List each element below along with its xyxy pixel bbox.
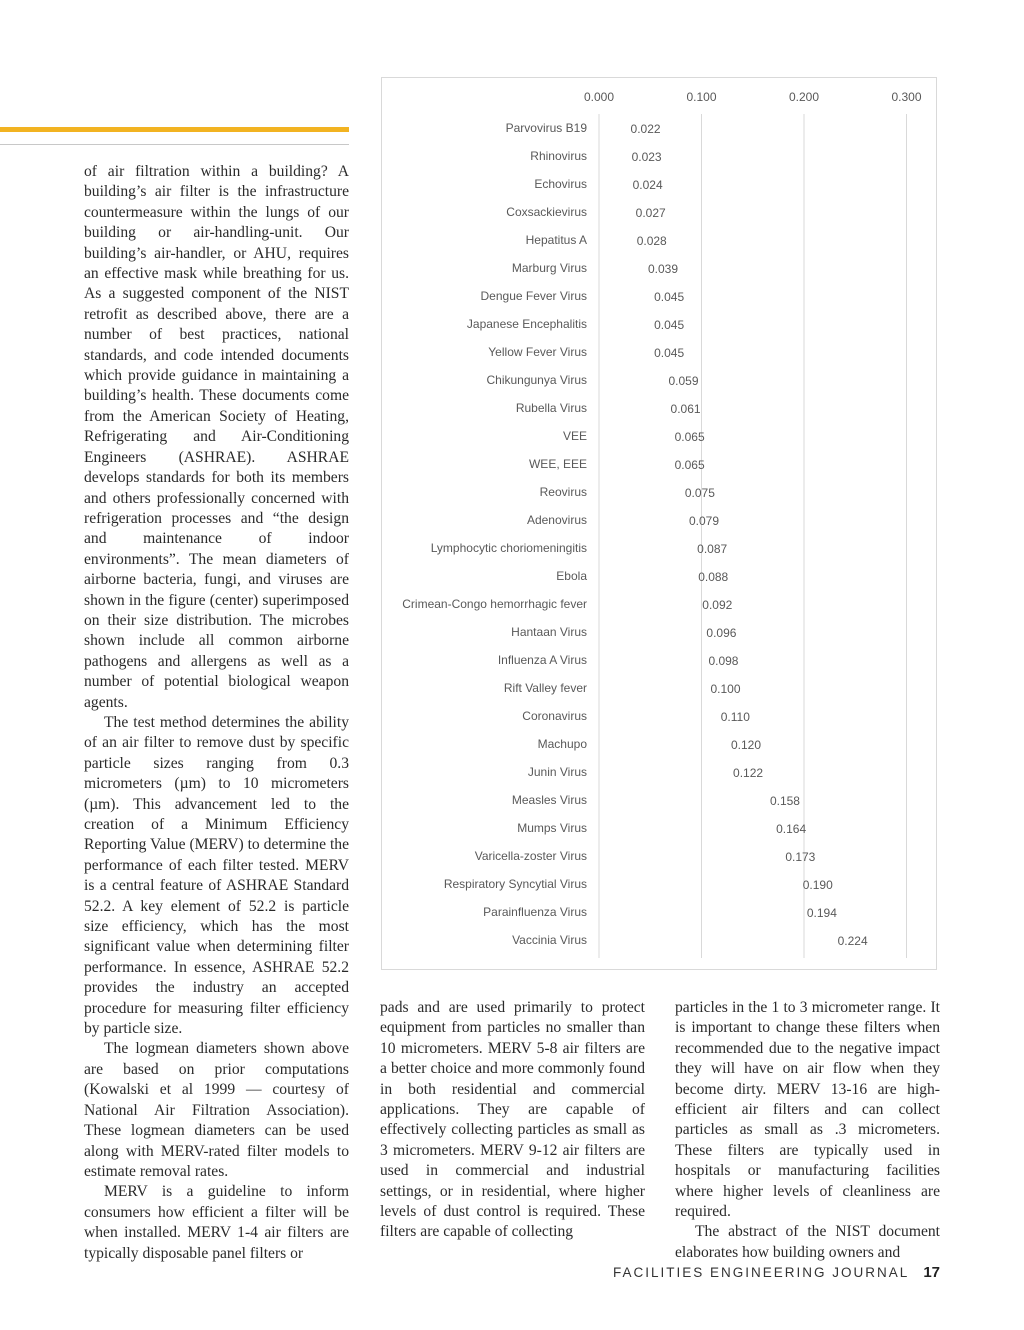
paragraph: The test method determines the ability of an air filter to remove dust by specific particle sizes ranging from 0.3 micrometers (µm) to 10 micrometers (µm). This advancement led to the creation of a Minimum Efficiency Reporting Value (MERV) to determine the performance of each filter tested. MERV is a central feature of ASHRAE Standard 52.2. A key element of 52.2 is particle size efficiency, which has the most significant value when determining filter performance. In essence, ASHRAE 52.2 provides the industry an accepted procedure for measuring filter efficiency by particle size. [84,713,349,1038]
bar [599,427,666,445]
bar [599,679,702,697]
tick-label: 0.300 [891,90,922,104]
data-label: 0.092 [702,598,733,612]
bar [599,175,624,193]
category-label: WEE, EEE [528,457,587,471]
bar [599,455,666,473]
bar [599,651,699,669]
paragraph: MERV is a guideline to inform consumers how efficient a filter will be when installed. MERV 1-4 air filters are typically disposable panel filters or [84,1183,349,1262]
data-label: 0.164 [776,822,807,836]
category-label: Rubella Virus [515,401,587,415]
data-label: 0.022 [630,122,661,136]
category-label: Measles Virus [511,793,587,807]
bar [599,119,622,137]
accent-bar [0,127,349,132]
category-label: Crimean-Congo hemorrhagic fever [402,597,587,611]
bar [599,819,767,837]
bar [599,539,688,557]
category-label: Adenovirus [526,513,587,527]
bar [599,231,628,249]
bar [599,343,645,361]
paragraph: The abstract of the NIST document elaborates how building owners and [675,1223,940,1261]
category-label: Lymphocytic choriomeningitis [430,541,587,555]
category-label: Vaccinia Virus [512,933,587,947]
category-label: Parvovirus B19 [505,121,587,135]
category-label: Yellow Fever Virus [488,345,587,359]
bar [599,875,794,893]
page-number: 17 [923,1264,940,1281]
data-label: 0.173 [785,850,816,864]
category-label: Chikungunya Virus [486,373,587,387]
data-label: 0.027 [635,206,666,220]
category-label: Junin Virus [527,765,587,779]
category-label: Dengue Fever Virus [480,289,587,303]
category-label: Influenza A Virus [497,653,587,667]
paragraph: of air filtration within a building? A building’s air filter is the infrastructure countermeasure within the lungs of our building or air-handling-unit. Our building’s air-handler, or AHU, requires an effective mask while breathing for us. As a suggested component of the NIST retrofit as described above, there are a number of best practices, national standards, and code intended documents which provide guidance in maintaining a building’s health. These documents come from the American Society of Heating, Refrigerating and Air-Conditioning Engineers (ASHRAE). ASHRAE develops standards for both its members and others professionally concerned with refrigeration processes and “the design and maintenance of indoor environments”. The mean diameters of airborne bacteria, fungi, and viruses are shown in the figure (center) superimposed on their size distribution. The microbes shown include all common airborne pathogens and allergens as well as a number of potential biological weapon agents. [84,163,349,711]
bar [599,147,623,165]
virus-size-chart [381,77,937,970]
bar [599,511,680,529]
bar [599,847,776,865]
text-column-middle [380,998,645,1243]
data-label: 0.088 [698,570,729,584]
tick-label: 0.200 [788,90,820,104]
data-label: 0.028 [636,234,667,248]
bar [599,735,722,753]
category-label: Marburg Virus [511,261,587,275]
category-label: Japanese Encephalitis [466,317,587,331]
bar [599,259,639,277]
data-label: 0.096 [706,626,737,640]
bar [599,483,676,501]
data-label: 0.098 [708,654,739,668]
bar [599,567,689,585]
category-label: Rift Valley fever [503,681,587,695]
bar [599,931,829,949]
bar [599,203,627,221]
bar [599,287,645,305]
data-label: 0.087 [697,542,728,556]
bar [599,399,662,417]
tick-label: 0.000 [583,90,615,104]
data-label: 0.023 [631,150,662,164]
paragraph: particles in the 1 to 3 micrometer range. It is important to change these filters when recommended due to the negative impact they will have on air flow when they become dirty. MERV 13-16 are high-efficient air filters and can collect particles as small as .3 micrometers. These filters are typically used in hospitals or manufacturing facilities where higher levels of cleanliness are required. [675,999,940,1221]
bar [599,763,724,781]
data-label: 0.194 [806,906,837,920]
data-label: 0.100 [710,682,741,696]
journal-name: FACILITIES ENGINEERING JOURNAL [613,1265,910,1280]
data-label: 0.045 [654,290,685,304]
data-label: 0.158 [769,794,800,808]
category-label: Echovirus [534,177,587,191]
bar [599,595,693,613]
bar [599,371,659,389]
data-label: 0.110 [720,710,750,724]
data-label: 0.039 [647,262,679,276]
category-label: Parainfluenza Virus [483,905,587,919]
category-label: Mumps Virus [517,821,587,835]
data-label: 0.079 [688,514,720,528]
paragraph: pads and are used primarily to protect equipment from particles no smaller than 10 micrometers. MERV 5-8 air filters are a better choice and more commonly found in both residential and commercial applications. They are capable of effectively collecting particles as small as 3 micrometers. MERV 9-12 air filters are used in commercial and industrial settings, or in residential, where higher levels of dust control is required. These filters are capable of collecting [380,999,645,1241]
bar [599,623,697,641]
chart-canvas [382,78,938,971]
data-label: 0.045 [654,318,685,332]
divider-rule [0,144,349,145]
bar [599,315,645,333]
data-label: 0.190 [802,878,833,892]
category-label: Respiratory Syncytial Virus [443,877,587,891]
data-label: 0.045 [654,346,685,360]
data-label: 0.024 [632,178,663,192]
data-label: 0.120 [731,738,762,752]
data-label: 0.065 [674,458,705,472]
data-label: 0.065 [674,430,705,444]
category-label: Varicella-zoster Virus [474,849,587,863]
bar [599,791,761,809]
category-label: Rhinovirus [530,149,587,163]
text-column-right [675,998,940,1263]
bar [599,707,712,725]
category-label: VEE [562,429,587,443]
category-label: Hepatitus A [525,233,587,247]
page-footer [613,1264,940,1281]
data-label: 0.061 [670,402,701,416]
category-label: Coxsackievirus [506,205,587,219]
category-label: Reovirus [539,485,587,499]
bar [599,903,798,921]
data-label: 0.075 [684,486,715,500]
category-label: Machupo [537,737,587,751]
text-column-left [84,162,349,1264]
category-label: Coronavirus [522,709,587,723]
data-label: 0.224 [837,934,868,948]
paragraph: The logmean diameters shown above are based on prior computations (Kowalski et al 1999 — courtesy of National Air Filtration Association). These logmean diameters can be used along with MERV-rated filter models to estimate removal rates. [84,1040,349,1180]
category-label: Hantaan Virus [511,625,587,639]
tick-label: 0.100 [686,90,717,104]
category-label: Ebola [556,569,587,583]
data-label: 0.122 [733,766,764,780]
data-label: 0.059 [668,374,699,388]
